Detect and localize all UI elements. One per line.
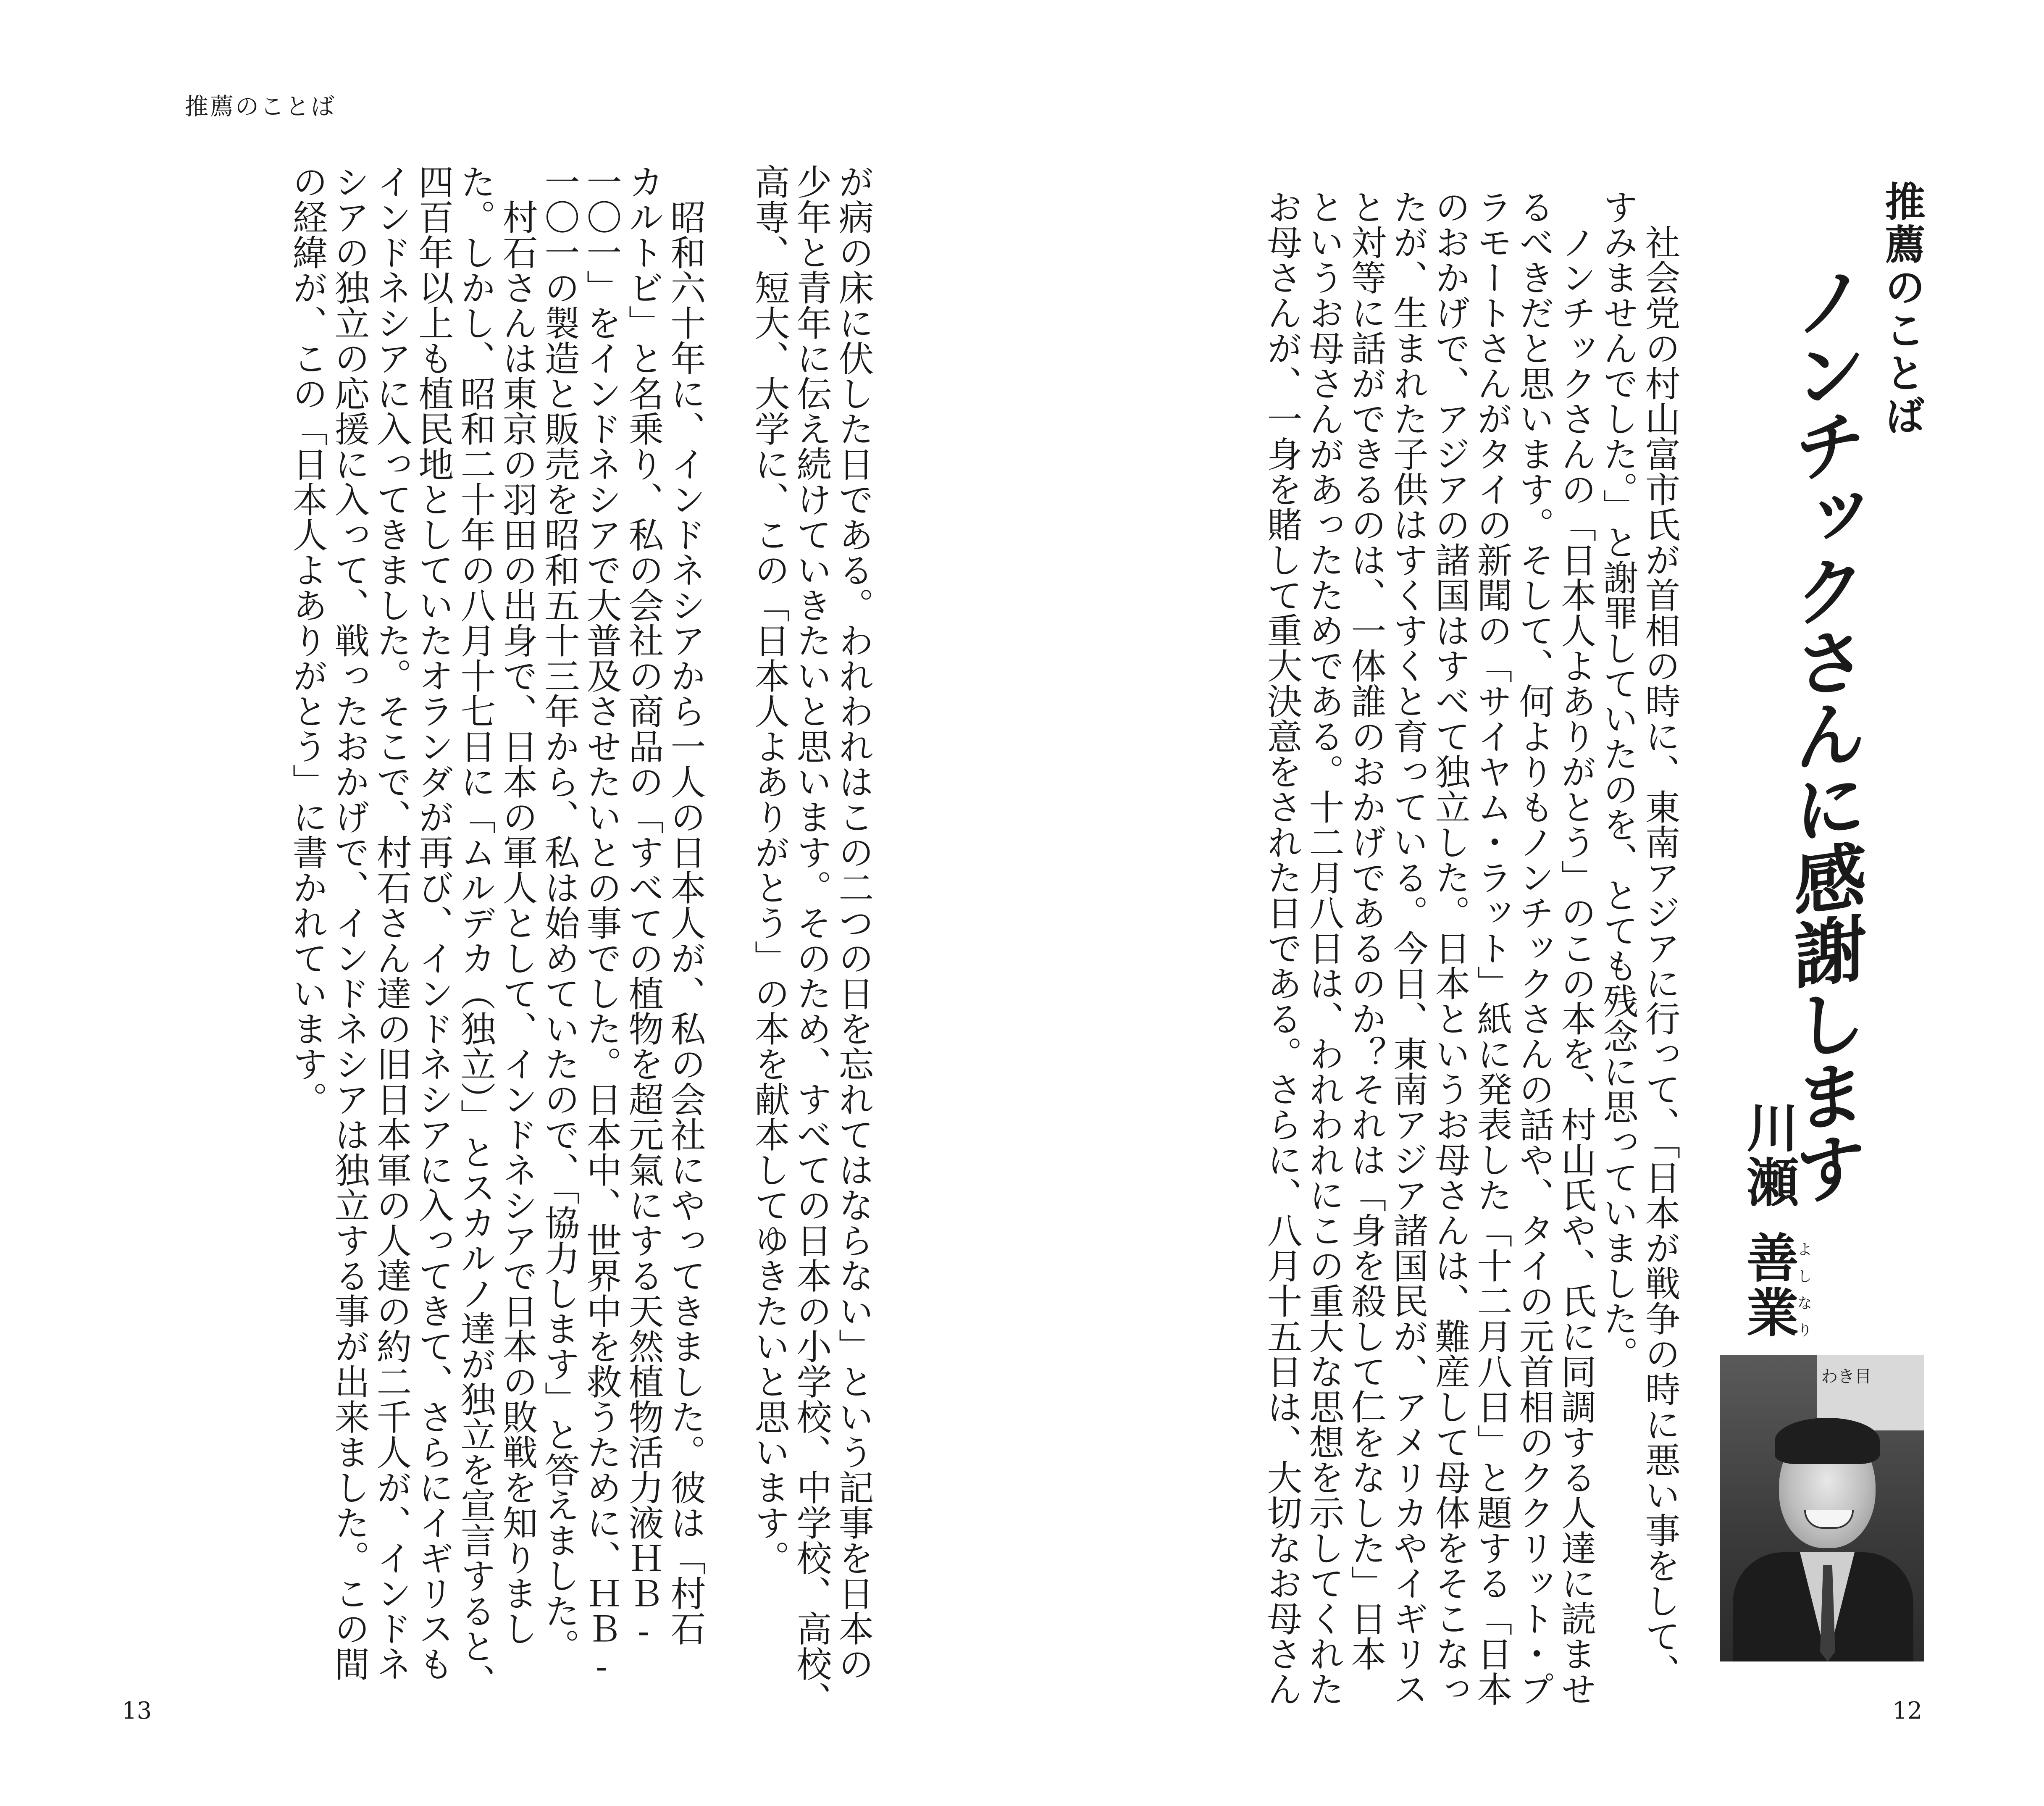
- right-page-column: すみませんでした。」と謝罪していたのを、とても残念に思っていました。: [1597, 189, 1639, 1371]
- left-page-column: 高専、短大、大学に、この「日本人よありがとう」の本を献本してゆきたいと思います。: [749, 164, 790, 1575]
- left-page-column: の経緯が、この「日本人よありがとう」に書かれています。: [287, 164, 328, 1117]
- page-number-left: 13: [122, 1697, 152, 1725]
- right-page-column: と対等に話ができるのは、一体誰のおかげであるのか？それは「身を殺して仁をなした」日本: [1345, 189, 1387, 1671]
- left-page-column: カルトビ」と名乗り、私の会社の商品の「すべての植物を超元氣にする天然植物活力液ＨＢ‐: [623, 164, 664, 1652]
- photo-hair: [1775, 1418, 1880, 1464]
- author-given-name: 善業: [1738, 1231, 1798, 1340]
- left-page-column: 一〇一」をインドネシアで大普及させたいとの事でした。日本中、世界中を救うために、ＨＢ‐: [581, 164, 622, 1687]
- right-page-column: というお母さんがあったためである。十二月八日は、われわれにこの重大な思想を示してくれた: [1303, 189, 1345, 1706]
- author-family-name: 川瀬: [1738, 1101, 1798, 1210]
- author-photo: [1720, 1355, 1924, 1661]
- left-page-column: 少年と青年に伝え続けていきたいと思います。そのため、すべての日本の小学校、中学校、高校、: [791, 164, 832, 1717]
- right-page-column: るべきだと思います。そして、何よりもノンチックさんの話や、タイの元首相のククリット・プ: [1513, 189, 1555, 1706]
- right-page-column: たが、生まれた子供はすくすくと育っている。今日、東南アジア諸国民が、アメリカやイギリス: [1387, 189, 1429, 1706]
- left-page-column: た。しかし、昭和二十年の八月十七日に「ムルデカ（独立）」とスカルノ達が独立を宣言すると、: [455, 164, 496, 1699]
- page-number-right: 12: [1892, 1697, 1923, 1725]
- right-page-column: ラモートさんがタイの新聞の「サイヤム・ラット」紙に発表した「十二月八日」と題する「日本: [1471, 189, 1513, 1706]
- left-page-column: シアの独立の応援に入って、戦ったおかげで、インドネシアは独立する事が出来ました。この間: [329, 164, 370, 1681]
- right-page-column: 社会党の村山富市氏が首相の時に、東南アジアに行って、「日本が戦争の時に悪い事をして、: [1639, 189, 1681, 1689]
- photo-sign-text: わき目: [1821, 1367, 1871, 1386]
- right-page-column: のおかげで、アジアの諸国はすべて独立した。日本というお母さんは、難産して母体をそこなっ: [1429, 189, 1471, 1706]
- left-page-column: 村石さんは東京の羽田の出身で、日本の軍人として、インドネシアで日本の敗戦を知りまし: [497, 164, 538, 1646]
- right-page-column: ノンチックさんの「日本人よありがとう」のこの本を、村山氏や、氏に同調する人達に読ませ: [1555, 189, 1597, 1706]
- running-head: 推薦のことば: [185, 93, 336, 121]
- left-page-column: 昭和六十年に、インドネシアから一人の日本人が、私の会社にやってきました。彼は「村石: [665, 164, 706, 1646]
- right-page-column: お母さんが、一身を賭して重大決意をされた日である。さらに、八月十五日は、大切なお母さん: [1261, 189, 1303, 1706]
- left-page-column: が病の床に伏した日である。われわれはこの二つの日を忘れてはならない」という記事を日本の: [833, 164, 874, 1681]
- left-page-column: 一〇一の製造と販売を昭和五十三年から、私は始めていたので、「協力します」と答えました。: [539, 164, 580, 1664]
- left-page-column: 四百年以上も植民地としていたオランダが再び、インドネシアに入ってきて、さらにイギリスも: [413, 164, 454, 1681]
- section-label: 推薦のことば: [1878, 181, 1926, 438]
- author-name-reading: よしなり: [1795, 1241, 1812, 1349]
- left-page-column: インドネシアに入ってきました。そこで、村石さん達の旧日本軍の人達の約二千人が、インドネ: [371, 164, 412, 1681]
- article-title: ノンチックさんに感謝します: [1782, 258, 1867, 1210]
